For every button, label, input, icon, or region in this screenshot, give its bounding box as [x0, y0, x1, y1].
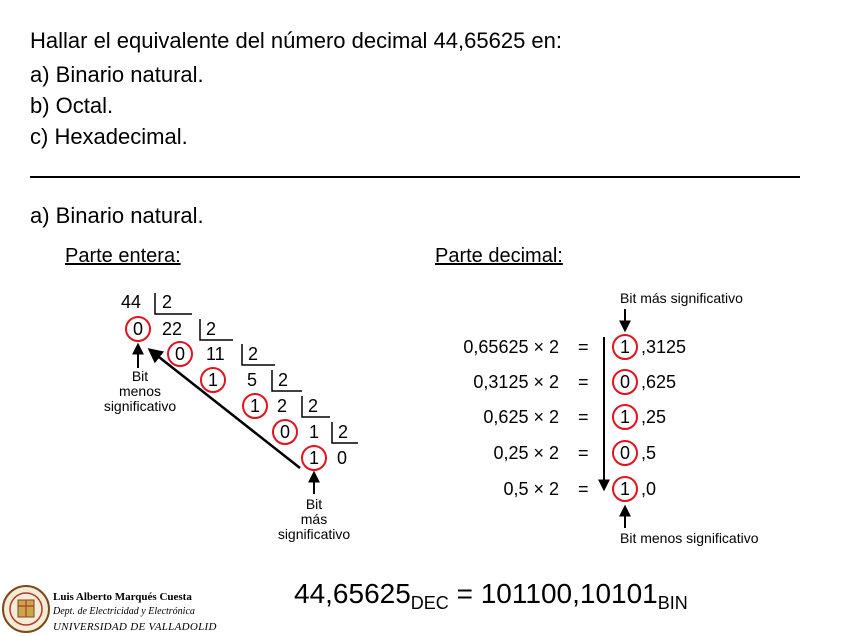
- fraction-rest-4: ,0: [641, 479, 657, 499]
- result-eq: =: [448, 578, 481, 609]
- dividend-4: 2: [277, 396, 288, 416]
- dividend-3: 5: [247, 370, 258, 390]
- msb-note-fraction: Bit más significativo: [620, 290, 743, 306]
- divisor-5: 2: [338, 422, 349, 442]
- problem-item-c: c) Hexadecimal.: [30, 124, 188, 149]
- fraction-expr-2: 0,625 × 2: [483, 407, 559, 427]
- result-equation: [294, 578, 688, 614]
- remainder-2: 1: [208, 370, 219, 390]
- remainder-3: 1: [250, 396, 261, 416]
- problem-item-b: b) Octal.: [30, 93, 114, 118]
- fraction-expr-3: 0,25 × 2: [493, 443, 559, 463]
- lsb-note-integer: Bit menos significativo: [103, 368, 177, 414]
- fraction-eq-1: =: [578, 372, 589, 392]
- result-lhs-sub: DEC: [410, 593, 449, 613]
- fraction-expr-4: 0,5 × 2: [503, 479, 559, 499]
- fraction-bit-1: 0: [620, 372, 631, 392]
- reading-direction-arrow: [150, 350, 300, 468]
- lsb-note-fraction: Bit menos significativo: [620, 530, 759, 546]
- dividend-5: 1: [309, 422, 320, 442]
- fraction-rest-2: ,25: [641, 407, 667, 427]
- fraction-bit-2: 1: [620, 407, 631, 427]
- divisor-2: 2: [248, 344, 259, 364]
- remainder-circle: [168, 342, 192, 366]
- section-title: a) Binario natural.: [30, 203, 204, 228]
- division-brackets: [155, 293, 358, 443]
- remainder-1: 0: [175, 344, 186, 364]
- fraction-part-title: Parte decimal:: [435, 245, 563, 267]
- dividend-0: 44: [121, 292, 142, 312]
- msb-note-integer: Bit más significativo: [277, 496, 351, 542]
- dividend-2: 11: [206, 344, 225, 364]
- divisor-3: 2: [278, 370, 289, 390]
- fraction-rest-0: ,3125: [641, 337, 687, 357]
- fraction-rest-3: ,5: [641, 443, 657, 463]
- fraction-eq-4: =: [578, 479, 589, 499]
- remainder-4: 0: [280, 422, 291, 442]
- dividend-1: 22: [162, 319, 183, 339]
- footer-department: Dept. de Electricidad y Electrónica: [53, 606, 195, 617]
- problem-statement: Hallar el equivalente del número decimal 44,65625 en:: [30, 28, 563, 53]
- fraction-expr-0: 0,65625 × 2: [463, 337, 559, 357]
- fraction-eq-3: =: [578, 443, 589, 463]
- remainder-circle: [243, 394, 267, 418]
- fraction-expr-1: 0,3125 × 2: [473, 372, 559, 392]
- fraction-eq-0: =: [578, 337, 589, 357]
- fraction-eq-2: =: [578, 407, 589, 427]
- fraction-bit-4: 1: [620, 479, 631, 499]
- divisor-0: 2: [162, 292, 173, 312]
- final-quotient: 0: [337, 448, 348, 468]
- fraction-bit-circle: [613, 477, 637, 501]
- result-rhs-sub: BIN: [657, 593, 688, 613]
- problem-item-a: a) Binario natural.: [30, 62, 204, 87]
- fraction-rest-1: ,625: [641, 372, 677, 392]
- fraction-bit-circle: [613, 370, 637, 394]
- remainder-circle: [201, 368, 225, 392]
- fraction-bit-0: 1: [620, 337, 631, 357]
- fraction-bit-3: 0: [620, 443, 631, 463]
- integer-part-title: Parte entera:: [65, 245, 181, 267]
- fraction-bit-circle: [613, 441, 637, 465]
- remainder-circle: [126, 317, 150, 341]
- fraction-bit-circle: [613, 335, 637, 359]
- divisor-4: 2: [308, 396, 319, 416]
- fraction-bit-circles: [613, 335, 637, 501]
- fraction-bit-circle: [613, 405, 637, 429]
- result-lhs: 44,65625: [294, 578, 411, 609]
- remainder-5: 1: [309, 448, 320, 468]
- remainder-circle: [273, 420, 297, 444]
- result-rhs: 101100,10101: [480, 578, 658, 609]
- footer-author: Luis Alberto Marqués Cuesta: [53, 591, 192, 603]
- remainder-circle: [302, 446, 326, 470]
- university-seal-icon: [3, 586, 49, 632]
- footer-university: UNIVERSIDAD DE VALLADOLID: [53, 621, 217, 633]
- remainder-0: 0: [133, 319, 144, 339]
- divisor-1: 2: [206, 319, 217, 339]
